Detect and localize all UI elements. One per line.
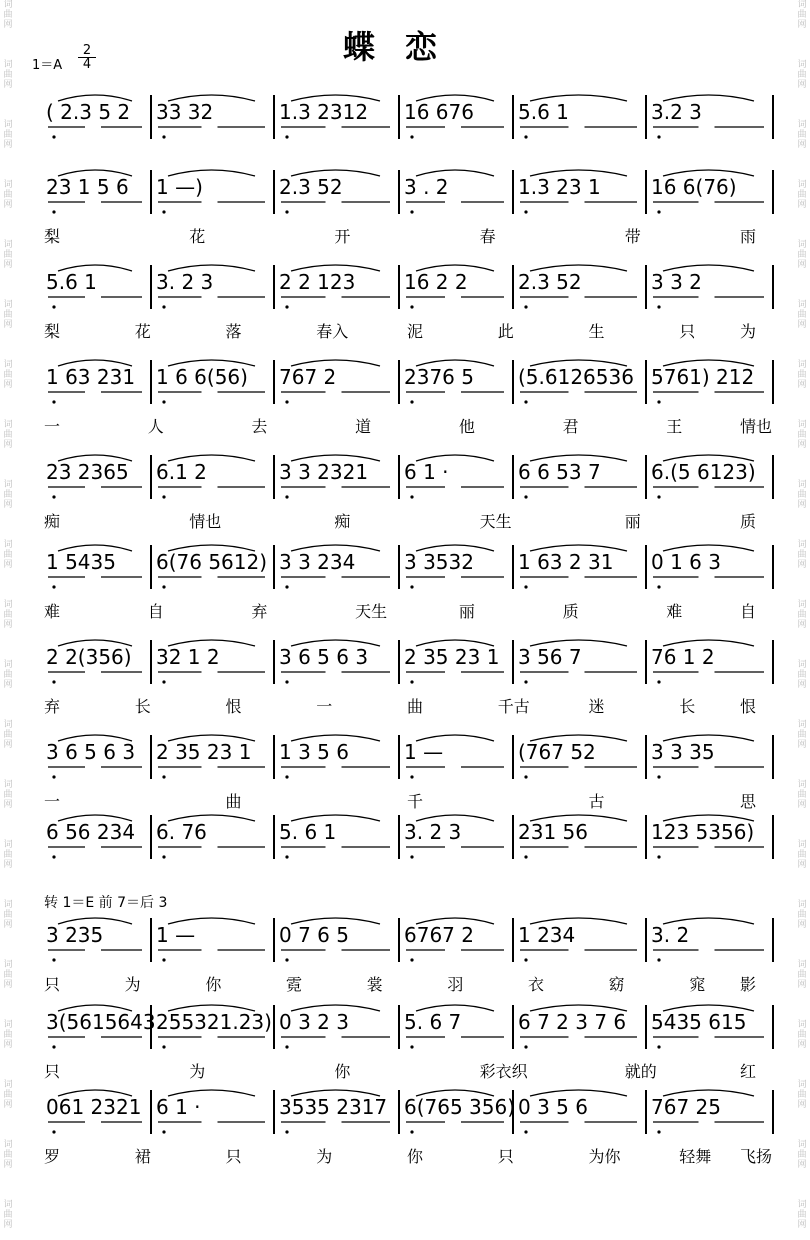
measure-notes: 1 3 5 6 (279, 740, 349, 764)
barline (772, 735, 774, 779)
lyric-word: 羽 (447, 975, 464, 994)
lyric-word: 梨 (44, 322, 61, 341)
measure-notes: 23 1 5 6 (46, 175, 129, 199)
lyric-word: 丽 (624, 512, 641, 531)
lyric-word: 人 (147, 417, 164, 436)
measure-notes: 6.(5 6123) (651, 460, 756, 484)
watermark-text: 词 曲 网 (3, 960, 13, 990)
lyric-word: 窈 (608, 975, 625, 994)
lyric-word: 恨 (225, 697, 242, 716)
measure-notes: 1 6 6(56) (156, 365, 248, 389)
lyric-word: 道 (355, 417, 372, 436)
watermark-text: 词 曲 网 (3, 840, 13, 870)
lyric-word: 只 (497, 1147, 514, 1166)
measure-notes: 3 3 2 (651, 270, 702, 294)
barline (772, 918, 774, 962)
lyric-word: 你 (407, 1147, 424, 1166)
lyric-word: 长 (679, 697, 696, 716)
measure-notes: 1 — (404, 740, 444, 764)
barline (512, 455, 514, 499)
score-system (0, 918, 810, 1008)
key-modulation: 转 1＝E 前 7＝后 3 (44, 895, 168, 911)
measure-notes: 6(76 5612) (156, 550, 268, 574)
measure-notes: 6 6 53 7 (518, 460, 601, 484)
measure-notes: 16 676 (404, 100, 474, 124)
measure-notes: 767 2 (279, 365, 337, 389)
barline (398, 1090, 400, 1134)
time-signature (78, 44, 96, 71)
lyric-word: 彩衣织 (479, 1062, 528, 1081)
lyric-word: 千 (407, 792, 424, 811)
lyric-word: 丽 (458, 602, 475, 621)
barline (772, 545, 774, 589)
lyric-word: 只 (44, 1062, 61, 1081)
barline (398, 735, 400, 779)
score-system (0, 735, 810, 825)
watermark-text: 词 曲 网 (797, 420, 807, 450)
measure-notes: 5. 6 7 (404, 1010, 462, 1034)
lyric-word: 弃 (251, 602, 268, 621)
score-system (0, 1005, 810, 1095)
lyric-word: 难 (44, 602, 61, 621)
score-system (0, 360, 810, 450)
barline (772, 265, 774, 309)
time-numerator: 2 (82, 43, 92, 58)
lyric-word: 生 (588, 322, 605, 341)
score-system (0, 265, 810, 355)
measure-notes: 3. 2 3 (156, 270, 214, 294)
measure-notes: 6(765 356) (404, 1095, 516, 1119)
lyric-word: 裙 (134, 1147, 151, 1166)
score-system (0, 640, 810, 730)
barline (273, 1005, 275, 1049)
lyric-word: 为 (740, 322, 757, 341)
barline (150, 815, 152, 859)
measure-notes: (767 52 (518, 740, 596, 764)
watermark-text: 词 曲 网 (3, 480, 13, 510)
measure-notes: 3 6 5 6 3 (46, 740, 136, 764)
barline (645, 735, 647, 779)
lyric-word: 一 (44, 417, 61, 436)
score-system (0, 170, 810, 260)
watermark-text: 词 曲 网 (3, 1020, 13, 1050)
barline (273, 815, 275, 859)
watermark-text: 词 曲 网 (797, 720, 807, 750)
barline (398, 1005, 400, 1049)
measure-notes: (5.6126536 (518, 365, 634, 389)
measure-notes: 0 3 5 6 (518, 1095, 588, 1119)
watermark-text: 词 曲 网 (797, 240, 807, 270)
measure-notes: 255321.23) (156, 1010, 272, 1034)
barline (273, 95, 275, 139)
barline (273, 640, 275, 684)
lyric-word: 为你 (588, 1147, 621, 1166)
measure-notes: 1 — (156, 923, 196, 947)
barline (273, 918, 275, 962)
measure-notes: 3 3532 (404, 550, 474, 574)
measure-notes: 123 5356) (651, 820, 755, 844)
measure-notes: 5. 6 1 (279, 820, 337, 844)
lyric-word: 为 (316, 1147, 333, 1166)
measure-notes: ( 2.3 5 2 (46, 100, 131, 124)
measure-notes: 76 1 2 (651, 645, 715, 669)
lyric-word: 古 (588, 792, 605, 811)
measure-notes: 2 2 123 (279, 270, 356, 294)
measure-notes: 1.3 2312 (279, 100, 369, 124)
barline (273, 545, 275, 589)
measure-notes: 16 6(76) (651, 175, 737, 199)
lyric-word: 天生 (355, 602, 388, 621)
measure-notes: 1 63 2 31 (518, 550, 614, 574)
barline (645, 360, 647, 404)
lyric-word: 迷 (588, 697, 605, 716)
measure-notes: 1 234 (518, 923, 576, 947)
measure-notes: 1 5435 (46, 550, 116, 574)
lyric-word: 恨 (740, 697, 757, 716)
watermark-text: 词 曲 网 (797, 300, 807, 330)
watermark-text: 词 曲 网 (3, 780, 13, 810)
barline (150, 545, 152, 589)
watermark-text: 词 曲 网 (797, 1140, 807, 1170)
measure-notes: 1 63 231 (46, 365, 136, 389)
measure-notes: 0 3 2 3 (279, 1010, 349, 1034)
barline (772, 95, 774, 139)
barline (150, 1090, 152, 1134)
barline (150, 918, 152, 962)
watermark-text: 词 曲 网 (797, 120, 807, 150)
lyric-word: 开 (334, 227, 351, 246)
lyric-word: 情也 (740, 417, 773, 436)
measure-notes: 3 6 5 6 3 (279, 645, 369, 669)
barline (645, 1005, 647, 1049)
lyric-word: 难 (666, 602, 683, 621)
watermark-text: 词 曲 网 (3, 120, 13, 150)
measure-notes: 0 7 6 5 (279, 923, 349, 947)
lyric-word: 窕 (689, 975, 706, 994)
lyric-word: 春 (479, 227, 496, 246)
watermark-text: 词 曲 网 (3, 360, 13, 390)
lyric-word: 只 (225, 1147, 242, 1166)
barline (645, 815, 647, 859)
lyric-word: 痴 (334, 512, 351, 531)
lyric-word: 痴 (44, 512, 61, 531)
lyric-word: 就的 (624, 1062, 657, 1081)
lyric-word: 千古 (497, 697, 530, 716)
barline (398, 170, 400, 214)
measure-notes: 6767 2 (404, 923, 474, 947)
measure-notes: 2376 5 (404, 365, 474, 389)
watermark-text: 词 曲 网 (3, 60, 13, 90)
measure-notes: 3 235 (46, 923, 104, 947)
time-denominator: 4 (78, 57, 96, 71)
measure-notes: 6 56 234 (46, 820, 136, 844)
lyric-word: 罗 (44, 1147, 61, 1166)
lyric-word: 花 (189, 227, 206, 246)
lyric-word: 弃 (44, 697, 61, 716)
barline (645, 545, 647, 589)
lyric-word: 思 (740, 792, 757, 811)
barline (398, 545, 400, 589)
measure-notes: 3 . 2 (404, 175, 449, 199)
lyric-word: 情也 (189, 512, 222, 531)
watermark-text: 词 曲 网 (797, 180, 807, 210)
measure-notes: 33 32 (156, 100, 214, 124)
barline (645, 1090, 647, 1134)
barline (398, 360, 400, 404)
barline (398, 640, 400, 684)
watermark-text: 词 曲 网 (3, 300, 13, 330)
barline (772, 170, 774, 214)
lyric-word: 轻舞 (679, 1147, 712, 1166)
watermark-text: 词 曲 网 (3, 1200, 13, 1230)
barline (150, 95, 152, 139)
barline (512, 95, 514, 139)
barline (273, 360, 275, 404)
barline (645, 170, 647, 214)
barline (512, 170, 514, 214)
barline (512, 1005, 514, 1049)
barline (398, 265, 400, 309)
lyric-word: 自 (740, 602, 757, 621)
watermark-text: 词 曲 网 (797, 1020, 807, 1050)
lyric-word: 一 (316, 697, 333, 716)
lyric-word: 红 (740, 1062, 757, 1081)
barline (273, 735, 275, 779)
barline (772, 640, 774, 684)
watermark-text: 词 曲 网 (797, 360, 807, 390)
lyric-word: 此 (497, 322, 514, 341)
measure-notes: 5.6 1 (518, 100, 569, 124)
barline (772, 360, 774, 404)
lyric-word: 你 (205, 975, 222, 994)
lyric-word: 影 (740, 975, 757, 994)
watermark-text: 词 曲 网 (3, 240, 13, 270)
barline (645, 95, 647, 139)
measure-notes: 767 25 (651, 1095, 721, 1119)
barline (772, 455, 774, 499)
measure-notes: 231 56 (518, 820, 588, 844)
barline (512, 265, 514, 309)
key-signature: 1＝A (32, 58, 63, 73)
lyric-word: 泥 (407, 322, 424, 341)
watermark-text: 词 曲 网 (797, 660, 807, 690)
lyric-word: 质 (740, 512, 757, 531)
watermark-text: 词 曲 网 (3, 1140, 13, 1170)
barline (772, 815, 774, 859)
watermark-text: 词 曲 网 (3, 1080, 13, 1110)
barline (398, 918, 400, 962)
lyric-word: 落 (225, 322, 242, 341)
barline (398, 815, 400, 859)
watermark-text: 词 曲 网 (797, 900, 807, 930)
measure-notes: 1 —) (156, 175, 203, 199)
lyric-word: 自 (147, 602, 164, 621)
watermark-text: 词 曲 网 (3, 600, 13, 630)
barline (512, 918, 514, 962)
measure-notes: 5435 615 (651, 1010, 747, 1034)
barline (512, 735, 514, 779)
lyric-word: 裳 (366, 975, 383, 994)
watermark-text: 词 曲 网 (3, 420, 13, 450)
lyric-word: 雨 (740, 227, 757, 246)
lyric-word: 衣 (528, 975, 545, 994)
watermark-text: 词 曲 网 (797, 0, 807, 30)
measure-notes: 061 2321 (46, 1095, 142, 1119)
measure-notes: 3 3 35 (651, 740, 715, 764)
score-system (0, 455, 810, 545)
lyric-word: 你 (334, 1062, 351, 1081)
lyric-word: 带 (624, 227, 641, 246)
lyric-word: 只 (44, 975, 61, 994)
barline (772, 1090, 774, 1134)
barline (512, 640, 514, 684)
watermark-text: 词 曲 网 (797, 960, 807, 990)
measure-notes: 6 1 · (156, 1095, 201, 1119)
barline (645, 640, 647, 684)
lyric-word: 曲 (407, 697, 424, 716)
watermark-text: 词 曲 网 (797, 60, 807, 90)
barline (150, 170, 152, 214)
lyric-word: 一 (44, 792, 61, 811)
barline (398, 455, 400, 499)
score-system (0, 815, 810, 905)
barline (645, 455, 647, 499)
watermark-text: 词 曲 网 (3, 720, 13, 750)
lyric-word: 花 (134, 322, 151, 341)
lyric-word: 只 (679, 322, 696, 341)
barline (512, 815, 514, 859)
measure-notes: 2.3 52 (518, 270, 582, 294)
watermark-text: 词 曲 网 (797, 480, 807, 510)
measure-notes: 2.3 52 (279, 175, 343, 199)
measure-notes: 2 35 23 1 (156, 740, 252, 764)
measure-notes: 1.3 23 1 (518, 175, 601, 199)
barline (273, 265, 275, 309)
measure-notes: 3. 2 (651, 923, 690, 947)
lyric-word: 梨 (44, 227, 61, 246)
lyric-word: 为 (189, 1062, 206, 1081)
lyric-word: 为 (124, 975, 141, 994)
measure-notes: 32 1 2 (156, 645, 220, 669)
barline (512, 360, 514, 404)
barline (512, 545, 514, 589)
measure-notes: 6.1 2 (156, 460, 207, 484)
lyric-word: 天生 (479, 512, 512, 531)
measure-notes: 6. 76 (156, 820, 207, 844)
lyric-word: 去 (251, 417, 268, 436)
barline (645, 265, 647, 309)
lyric-word: 春入 (316, 322, 349, 341)
measure-notes: 3535 2317 (279, 1095, 388, 1119)
barline (150, 265, 152, 309)
barline (273, 170, 275, 214)
barline (150, 735, 152, 779)
lyric-word: 长 (134, 697, 151, 716)
lyric-word: 飞扬 (740, 1147, 773, 1166)
measure-notes: 3(5615643 (46, 1010, 156, 1034)
watermark-text: 词 曲 网 (797, 540, 807, 570)
measure-notes: 2 35 23 1 (404, 645, 500, 669)
measure-notes: 5761) 212 (651, 365, 755, 389)
measure-notes: 16 2 2 (404, 270, 468, 294)
watermark-text: 词 曲 网 (797, 1200, 807, 1230)
measure-notes: 3. 2 3 (404, 820, 462, 844)
watermark-text: 词 曲 网 (3, 540, 13, 570)
measure-notes: 0 1 6 3 (651, 550, 721, 574)
lyric-word: 王 (666, 417, 683, 436)
score-system (0, 1090, 810, 1180)
score-system (0, 545, 810, 635)
lyric-word: 他 (458, 417, 475, 436)
barline (150, 640, 152, 684)
barline (645, 918, 647, 962)
lyric-word: 君 (562, 417, 579, 436)
measure-notes: 3 3 2321 (279, 460, 369, 484)
watermark-text: 词 曲 网 (3, 0, 13, 30)
lyric-word: 质 (562, 602, 579, 621)
watermark-text: 词 曲 网 (3, 180, 13, 210)
barline (273, 455, 275, 499)
watermark-text: 词 曲 网 (797, 1080, 807, 1110)
measure-notes: 5.6 1 (46, 270, 97, 294)
watermark-text: 词 曲 网 (3, 900, 13, 930)
measure-notes: 6 7 2 3 7 6 (518, 1010, 627, 1034)
barline (398, 95, 400, 139)
song-title: 蝶恋 (342, 28, 467, 66)
lyric-word: 曲 (225, 792, 242, 811)
barline (150, 455, 152, 499)
measure-notes: 3 56 7 (518, 645, 582, 669)
measure-notes: 3.2 3 (651, 100, 702, 124)
watermark-text: 词 曲 网 (797, 840, 807, 870)
watermark-text: 词 曲 网 (3, 660, 13, 690)
lyric-word: 霓 (286, 975, 303, 994)
watermark-text: 词 曲 网 (797, 780, 807, 810)
measure-notes: 3 3 234 (279, 550, 356, 574)
barline (772, 1005, 774, 1049)
measure-notes: 2 2(356) (46, 645, 132, 669)
measure-notes: 6 1 · (404, 460, 449, 484)
watermark-text: 词 曲 网 (797, 600, 807, 630)
barline (150, 360, 152, 404)
measure-notes: 23 2365 (46, 460, 129, 484)
barline (273, 1090, 275, 1134)
